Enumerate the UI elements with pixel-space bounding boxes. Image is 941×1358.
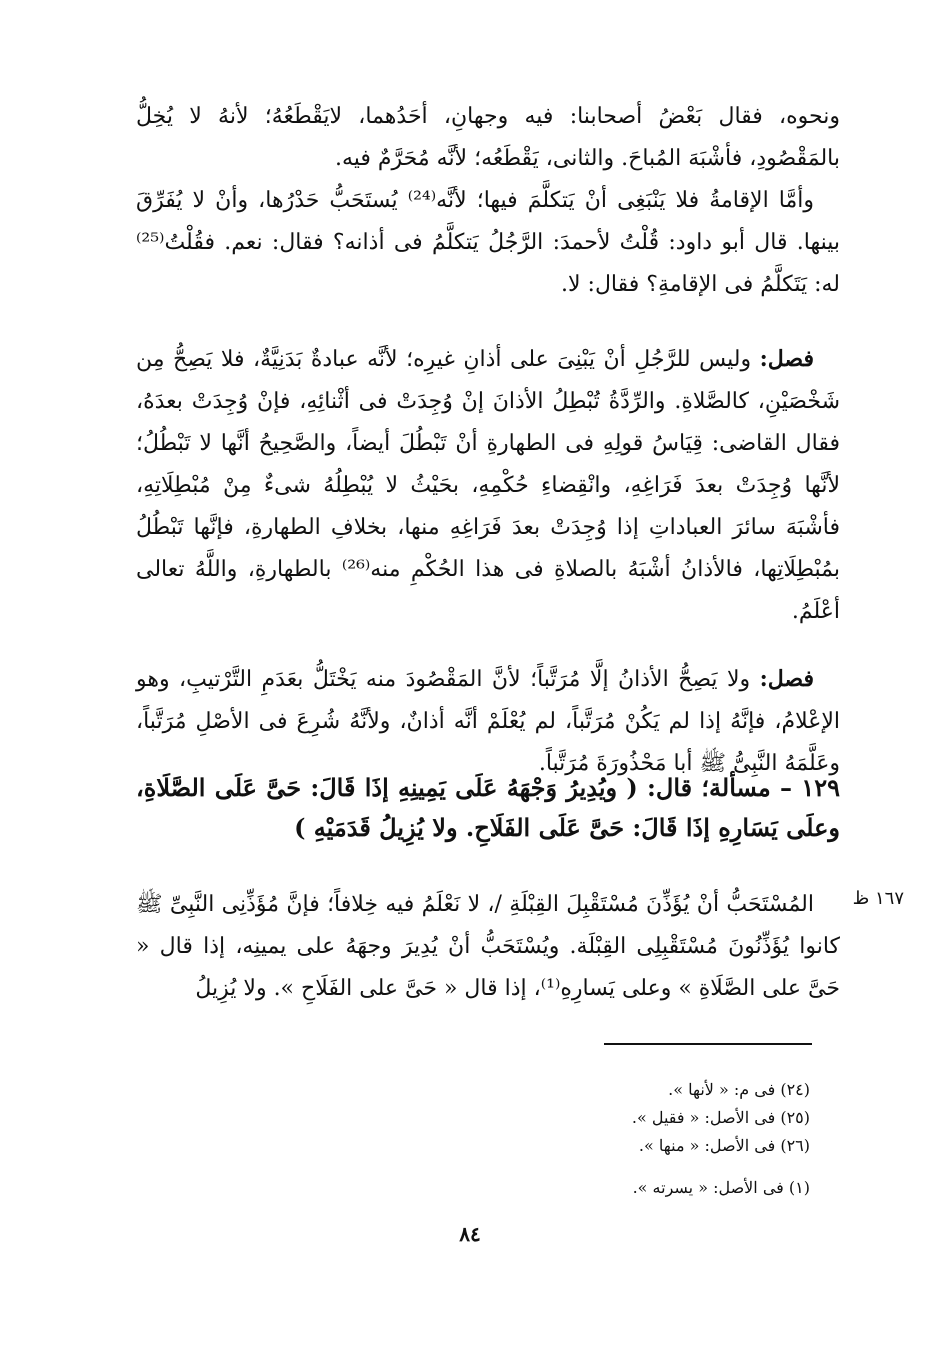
section-lead-fasl-2: فصل: [759, 666, 815, 692]
paragraph-fasl-order-body: ولا يَصِحُّ الأذانُ إلَّا مُرَتَّباً؛ لأنَّ المَقْصُودَ منه يَخْتَلُّ بعَدَمِ التَّرْتيبِ، وهو الإعْلامُ، فإنَّهُ إذا لم يَكُنْ مُرَتَّباً، لم يُعْلَمْ أنَّه أذانٌ، ولأنَّهُ شُرِعَ فى الأصْلِ مُرَتَّباً، وعَلَّمَهُ النَّبِىُّ ﷺ أبا مَحْذُورَةَ مُرَتَّباً. [136, 667, 840, 776]
paragraph-fasl-body: وليس للرَّجُلِ أنْ يَبْنِىَ على أذانِ غيرِه؛ لأنَّه عبادةٌ بَدَنِيَّةٌ، فلا يَصِحُّ مِن شَخْصَيْنِ، كالصَّلاةِ. والرِّدَّةُ تُبْطِلُ الأذانَ إنْ وُجِدَتْ فى أثْنائِهِ، فإنْ وُجِدَتْ بعدَهُ، فقال القاضى: قِيَاسُ قولِهِ فى الطهارةِ أنْ تَبْطُلَ أيضاً، والصَّحِيحُ أنَّها لا تَبْطُلُ؛ لأنَّها وُجِدَتْ بعدَ فَرَاغِهِ، وانْقِضاءِ حُكْمِهِ، بحَيْثُ لا يُبْطِلُهُ شىءٌ مِنْ مُبْطِلَاتِهِ، فأشْبَهَ سائرَ العباداتِ إذا وُجِدَتْ بعدَ فَرَاغِهِ منها، بخلافِ الطهارةِ، فإنَّها تَبْطُلُ بمُبْطِلَاتِها، فالأذانُ أشْبَهُ بالصلاةِ فى هذا الحُكْمِ منه⁽²⁶⁾ بالطهارةِ، واللَّهُ تعالى أعْلَمُ. [136, 347, 840, 624]
body-text-section-4 [136, 768, 840, 848]
page-number: ٨٤ [459, 1222, 481, 1246]
footnote-1: (١) فى الأصل: « يسرته ». [632, 1178, 810, 1197]
body-text-section-1 [136, 96, 840, 306]
footnote-separator [604, 1043, 812, 1045]
footnotes [500, 1076, 810, 1202]
footnote-25: (٢٥) فى الأصل: « فقيل ». [631, 1108, 810, 1127]
footnote-24: (٢٤) فى م: « لأنها ». [668, 1080, 810, 1099]
paragraph-iqama: وأمَّا الإقامةُ فلا يَنْبَغِى أنْ يَتكلَّمَ فيها؛ لأنَّه⁽²⁴⁾ يُستَحَبُّ حَدْرُها، وأنْ لا يُفَرِّقَ بينها. قال أبو داود: قُلْتُ لأحمدَ: الرَّجُلُ يَتكلَّمُ فى أذانه؟ فقال: نعم. فقُلْتُ⁽²⁵⁾ له: يَتَكلَّمُ فى الإقامةِ؟ فقال: لا. [136, 188, 840, 297]
margin-folio-note: ١٦٧ ظ [852, 888, 904, 909]
footnote-26: (٢٦) فى الأصل: « منها ». [638, 1136, 810, 1155]
section-lead-fasl: فصل: [759, 346, 815, 372]
paragraph-facing-qibla: المُسْتَحَبُّ أنْ يُؤَذِّنَ مُسْتَقْبِلَ القِبْلَةِ /، لا نَعْلَمُ فيه خِلافاً؛ فإنَّ مُؤَذِّنِى النَّبِىِّ ﷺ كانوا يُؤَذِّنُونَ مُسْتَقْبِلِى القِبْلَة. ويُسْتَحَبُّ أنْ يُدِيرَ وجهَهُ على يمينِه، إذا قال « حَىَّ على الصَّلَاةِ » وعلى يَسارِهِ⁽¹⁾، إذا قال « حَىَّ على الفَلَاحِ ». ولا يُزِيلُ [136, 892, 840, 1001]
paragraph-speaking-during-adhan: ونحوه، فقال بَعْضُ أصحابنا: فيه وجهانِ، أحَدُهما، لايَقْطَعُهُ؛ لأنهُ لا يُخِلُّ بالمَقْصُودِ، فأشْبَهَ المُباحَ. والثانى، يَقْطَعُه؛ لأنَّه مُحَرَّمٌ فيه. [136, 104, 840, 171]
paragraph-fasl-order [136, 658, 840, 785]
body-text-section-3 [136, 658, 840, 785]
masala-heading: ١٢٩ – مسألة؛ قال: ( ويُدِيرُ وَجْهَهُ عَلَى يَمِينِهِ إذَا قَالَ: حَىَّ عَلَى الصَّلَاةِ، وعلَى يَسَارِهِ إذَا قَالَ: حَىَّ عَلَى الفَلَاحِ. ولا يُزِيلُ قَدَمَيْهِ ) [136, 773, 840, 842]
paragraph-fasl-building-on-adhan [136, 338, 840, 633]
body-text-section-2 [136, 338, 840, 633]
body-text-section-5 [136, 884, 840, 1010]
